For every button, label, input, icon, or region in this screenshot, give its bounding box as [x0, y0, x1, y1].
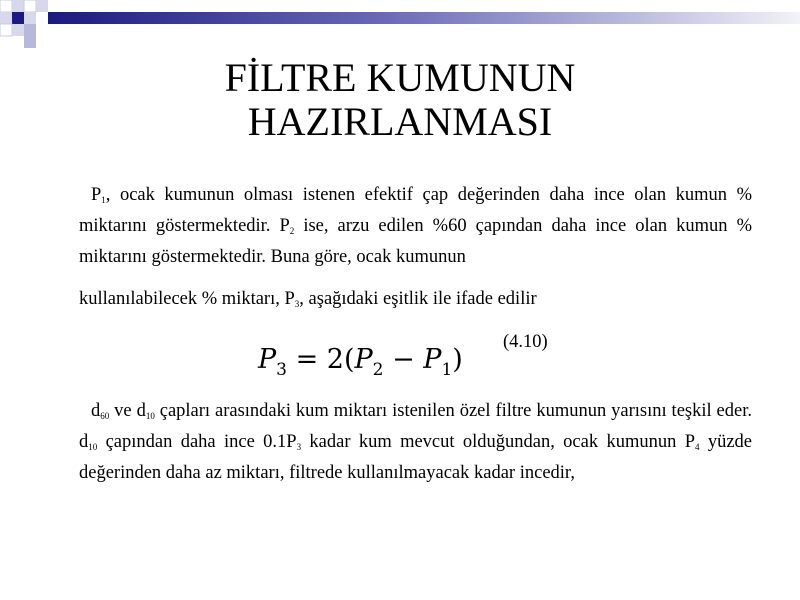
eq-lhs-subscript: 3 [276, 360, 287, 380]
p1-symbol: P [91, 185, 102, 205]
equation-number: (4.10) [503, 332, 548, 352]
slide-title [0, 56, 800, 144]
paragraph-1-text-a: , ocak kumunun olması istenen efektif çap değerinden daha ince olan kumun % miktarını göstermektedir. [79, 185, 752, 236]
d10-subscript: 10 [145, 411, 155, 421]
eq-b-symbol: P [423, 344, 442, 375]
paragraph-1-text-c: kullanılabilecek % miktarı, [79, 289, 285, 309]
eq-equals: = 2( [287, 344, 355, 375]
paragraph-1-text-d: , aşağıdaki eşitlik ile ifade edilir [299, 289, 537, 309]
p3b-symbol: P [286, 432, 297, 452]
d10-symbol: d [136, 401, 146, 421]
eq-close: ) [452, 344, 463, 375]
paragraph-2 [79, 396, 752, 489]
eq-a-subscript: 2 [372, 360, 384, 380]
p3b-subscript: 3 [296, 442, 302, 452]
eq-minus: − [383, 344, 424, 375]
paragraph-2-text-d: kadar kum mevcut olduğundan, ocak kumunun [301, 432, 685, 452]
paragraph-1-text-b: ise, arzu edilen %60 çapından daha ince olan kumun % miktarını göstermektedir. Buna göre, ocak kumunun [79, 216, 753, 267]
slide-title-line-1: FİLTRE KUMUNUN [224, 55, 576, 100]
paragraph-1 [79, 180, 752, 315]
slide-title-line-2: HAZIRLANMASI [247, 99, 553, 144]
p2-symbol: P [279, 216, 290, 236]
eq-b-subscript: 1 [441, 360, 453, 380]
d60-subscript: 60 [100, 411, 110, 421]
d10b-symbol: d [79, 432, 89, 452]
paragraph-2-text-c: çapından daha ince 0.1 [97, 432, 287, 452]
eq-a-symbol: P [354, 344, 373, 375]
p1-subscript: 1 [101, 195, 106, 205]
banner-graphic [0, 0, 800, 50]
d10b-subscript: 10 [88, 442, 98, 452]
equation-4-10 [258, 340, 463, 380]
p4-symbol: P [684, 432, 695, 452]
eq-lhs-symbol: P [258, 344, 277, 375]
paragraph-2-text-a: ve [109, 401, 137, 421]
paragraph-2-text-b: çapları arasındaki kum miktarı istenilen özel filtre kumunun yarısını teşkil eder. [154, 401, 752, 421]
p3-subscript: 3 [294, 299, 300, 309]
paragraph-2-text-e: yüzde değerinden daha az miktarı, filtrede kullanılmayacak kadar incedir, [79, 432, 752, 483]
p2-subscript: 2 [289, 226, 295, 236]
d60-symbol: d [91, 401, 101, 421]
p3-symbol: P [284, 289, 295, 309]
slide-decoration-banner [0, 0, 800, 50]
p4-subscript: 4 [694, 442, 700, 452]
